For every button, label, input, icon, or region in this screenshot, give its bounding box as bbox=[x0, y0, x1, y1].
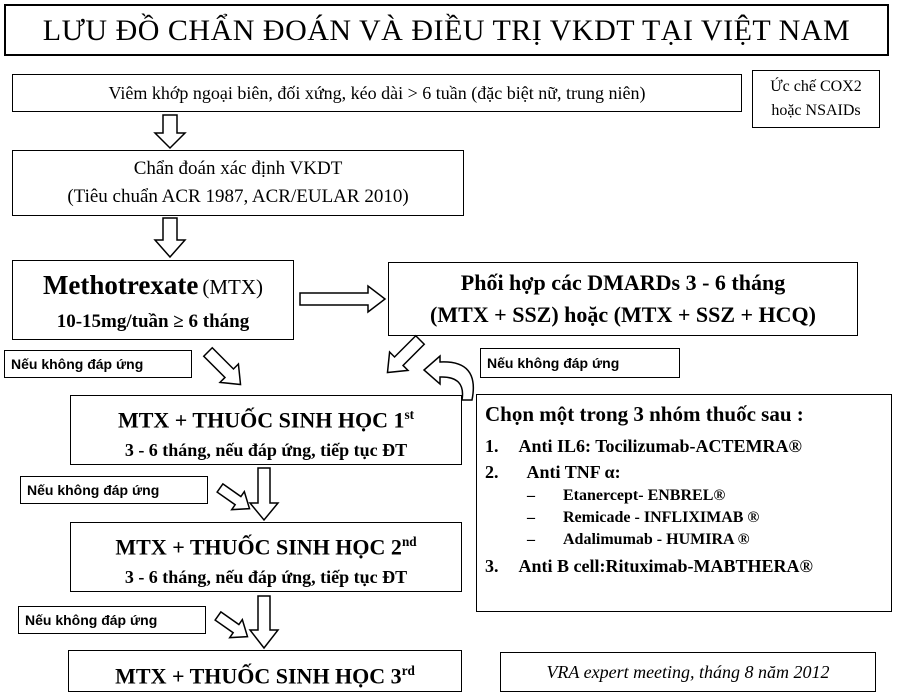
biologic-2-sup: nd bbox=[401, 534, 417, 549]
diagnosis-line1: Chẩn đoán xác định VKDT bbox=[133, 158, 343, 179]
nsaid-note-line2: hoặc NSAIDs bbox=[771, 102, 861, 119]
diagnosis-line2: (Tiêu chuẩn ACR 1987, ACR/EULAR 2010) bbox=[67, 186, 409, 207]
diagonal-arrow-icon bbox=[214, 479, 256, 518]
curved-arrow-icon bbox=[424, 356, 473, 400]
dash-icon: – bbox=[527, 531, 535, 548]
biologic-1-sup: st bbox=[404, 407, 415, 422]
biologic-1-title: MTX + THUỐC SINH HỌC 1 bbox=[117, 407, 405, 433]
methotrexate-drug: Methotrexate bbox=[42, 270, 199, 300]
methotrexate-dose: 10-15mg/tuần ≥ 6 tháng bbox=[56, 311, 250, 332]
methotrexate-abbr: (MTX) bbox=[202, 275, 264, 299]
options-heading: Chọn một trong 3 nhóm thuốc sau : bbox=[485, 402, 804, 426]
dash-icon: – bbox=[527, 487, 535, 504]
biologic-3-title: MTX + THUỐC SINH HỌC 3 bbox=[115, 663, 402, 689]
option-num-1: 1. bbox=[485, 436, 499, 456]
dash-icon: – bbox=[527, 509, 535, 526]
diagonal-arrow-icon bbox=[212, 607, 254, 646]
page-title: LƯU ĐỒ CHẨN ĐOÁN VÀ ĐIỀU TRỊ VKDT TẠI VIỆT NAM bbox=[42, 14, 851, 47]
no-response-label-3: Nếu không đáp ứng bbox=[20, 476, 208, 504]
nsaid-note-line1: Ức chế COX2 bbox=[770, 78, 862, 95]
dmards-line2: (MTX + SSZ) hoặc (MTX + SSZ + HCQ) bbox=[430, 302, 816, 327]
no-response-label-2: Nếu không đáp ứng bbox=[480, 348, 680, 378]
biologic-2-detail: 3 - 6 tháng, nếu đáp ứng, tiếp tục ĐT bbox=[124, 567, 408, 588]
dmards-line1: Phối hợp các DMARDs 3 - 6 tháng bbox=[460, 270, 786, 295]
down-arrow-icon bbox=[250, 596, 278, 648]
biologic-1-detail: 3 - 6 tháng, nếu đáp ứng, tiếp tục ĐT bbox=[124, 440, 408, 461]
option-num-2: 2. bbox=[485, 462, 499, 482]
down-arrow-icon bbox=[155, 218, 185, 257]
option-num-3: 3. bbox=[485, 556, 499, 576]
biologic-2-title: MTX + THUỐC SINH HỌC 2 bbox=[115, 534, 402, 560]
option-text-bcell: Anti B cell:Rituximab-MABTHERA® bbox=[518, 556, 813, 576]
diagonal-arrow-icon bbox=[378, 331, 429, 382]
diagonal-arrow-icon bbox=[199, 343, 250, 394]
tnf-subitem-remicade: Remicade - INFLIXIMAB ® bbox=[563, 509, 760, 526]
no-response-label-4: Nếu không đáp ứng bbox=[18, 606, 206, 634]
option-text-il6: Anti IL6: Tocilizumab-ACTEMRA® bbox=[518, 436, 802, 456]
tnf-subitem-adalimumab: Adalimumab - HUMIRA ® bbox=[563, 531, 750, 548]
biologic-3-sup: rd bbox=[401, 663, 415, 678]
footnote-text: VRA expert meeting, tháng 8 năm 2012 bbox=[546, 662, 830, 682]
down-arrow-icon bbox=[155, 115, 185, 148]
symptom-text: Viêm khớp ngoại biên, đối xứng, kéo dài > 6 tuần (đặc biệt nữ, trung niên) bbox=[108, 83, 646, 103]
option-text-tnf: Anti TNF α: bbox=[526, 462, 621, 482]
right-arrow-icon bbox=[300, 286, 385, 312]
no-response-label-1: Nếu không đáp ứng bbox=[4, 350, 192, 378]
tnf-subitem-etanercept: Etanercept- ENBREL® bbox=[563, 487, 726, 504]
down-arrow-icon bbox=[250, 468, 278, 520]
